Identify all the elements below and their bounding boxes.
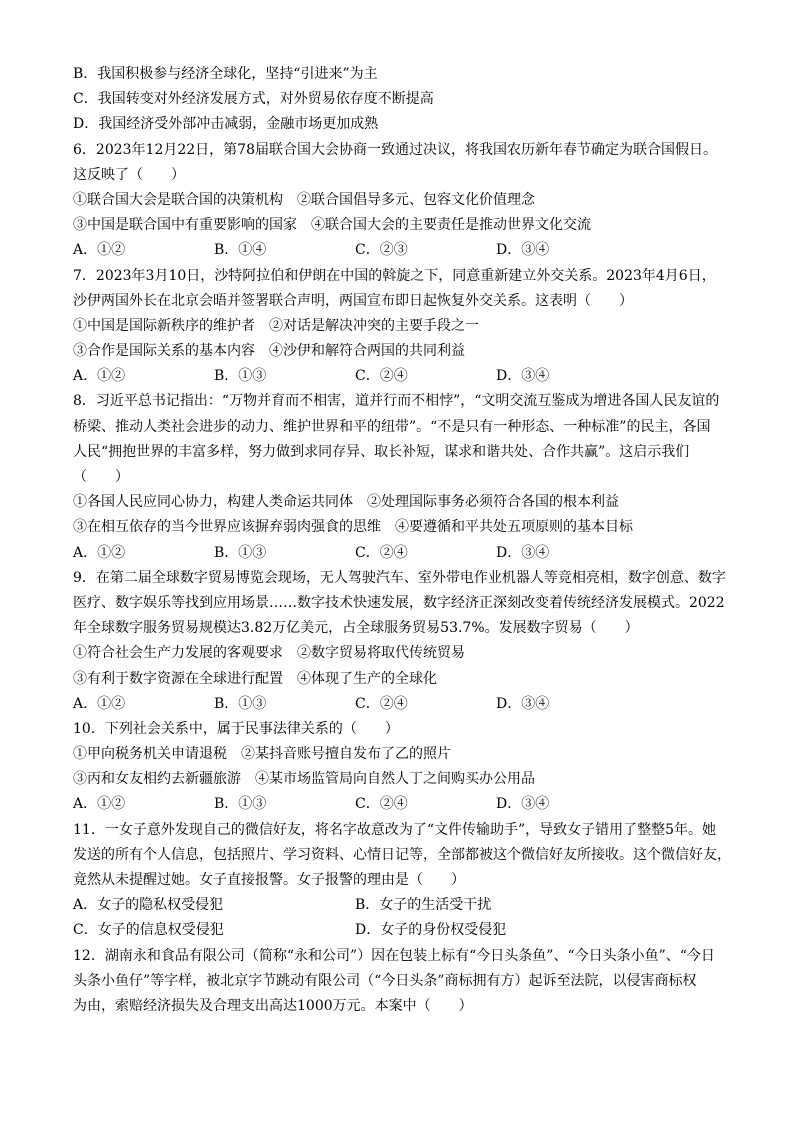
exam-page [73, 62, 733, 1019]
q11-option-d: D．女子的身份权受侵犯 [355, 922, 507, 939]
q10-option-c: C．②④ [355, 796, 408, 813]
q10-choices-line-1: ①甲向税务机关申请退税 ②某抖音账号擅自发布了乙的照片 [73, 746, 451, 763]
q7-option-c: C．②④ [355, 368, 408, 385]
q11-option-c: C．女子的信息权受侵犯 [73, 922, 224, 939]
q8-stem-line-2: 桥梁、推动人类社会进步的动力、维护世界和平的纽带”。“不是只有一种形态、一种标准”的民主，各国 [73, 418, 711, 435]
q8-option-c: C．②④ [355, 544, 408, 561]
q8-options [73, 541, 733, 566]
q6-options [73, 238, 733, 263]
q9-stem-line-3: 年全球数字服务贸易规模达3.82万亿美元，占全球服务贸易53.7%。发展数字贸易（ ） [73, 620, 639, 637]
q12-stem-line-1: 12．湖南永和食品有限公司（简称“永和公司”）因在包装上标有“今日头条鱼”、“今日头条小鱼”、“今日 [73, 947, 715, 964]
q6-option-b: B．①④ [214, 242, 267, 259]
q6-choices-line-2: ③中国是联合国中有重要影响的国家 ④联合国大会的主要责任是推动世界文化交流 [73, 217, 591, 234]
q9-stem-line-1: 9．在第二届全球数字贸易博览会现场，无人驾驶汽车、室外带电作业机器人等竞相亮相，数字创意、数字 [73, 569, 726, 586]
q7-choices-line-2: ③合作是国际关系的基本内容 ④沙伊和解符合两国的共同利益 [73, 343, 465, 360]
q6-stem-line-1: 6．2023年12月22日，第78届联合国大会协商一致通过决议，将我国农历新年春节确定为联合国假日。 [73, 141, 717, 158]
q6-option-a: A．①② [73, 242, 126, 259]
q9-option-b: B．①③ [214, 695, 267, 712]
q8-choices-line-2: ③在相互依存的当今世界应该摒弃弱肉强食的思维 ④要遵循和平共处五项原则的基本目标 [73, 519, 633, 536]
q7-options [73, 364, 733, 389]
q12-stem-line-3: 为由，索赔经济损失及合理支出高达1000万元。本案中（ ） [73, 997, 473, 1014]
q9-choices-line-1: ①符合社会生产力发展的客观要求 ②数字贸易将取代传统贸易 [73, 645, 465, 662]
q7-option-b: B．①③ [214, 368, 267, 385]
q9-option-d: D．③④ [496, 695, 550, 712]
q8-option-b: B．①③ [214, 544, 267, 561]
q10-option-d: D．③④ [496, 796, 550, 813]
q10-options [73, 792, 733, 817]
q7-option-a: A．①② [73, 368, 126, 385]
q8-option-a: A．①② [73, 544, 126, 561]
q6-choices-line-1: ①联合国大会是联合国的决策机构 ②联合国倡导多元、包容文化价值理念 [73, 191, 535, 208]
q11-stem-line-1: 11．一女子意外发现自己的微信好友，将名字故意改为了“文件传输助手”，导致女子错用了整整5年。她 [73, 821, 717, 838]
q7-stem-line-2: 沙伊两国外长在北京会晤并签署联合声明，两国宣布即日起恢复外交关系。这表明（ ） [73, 292, 633, 309]
q11-stem-line-2: 发送的所有个人信息，包括照片、学习资料、心情日记等，全部都被这个微信好友所接收。这个微信好友， [73, 846, 731, 863]
q9-option-a: A．①② [73, 695, 126, 712]
q9-option-c: C．②④ [355, 695, 408, 712]
q8-stem-line-1: 8．习近平总书记指出：“万物并育而不相害，道并行而不相悖”，“文明交流互鉴成为增进各国人民友谊的 [73, 393, 720, 410]
q8-option-d: D．③④ [496, 544, 550, 561]
q9-choices-line-2: ③有利于数字资源在全球进行配置 ④体现了生产的全球化 [73, 670, 437, 687]
q9-options [73, 692, 733, 717]
q11-options-row-1 [73, 893, 733, 918]
q10-stem-line-1: 10．下列社会关系中，属于民事法律关系的（ ） [73, 720, 399, 737]
q6-option-d: D．③④ [496, 242, 550, 259]
q5-option-c: C．我国转变对外经济发展方式，对外贸易依存度不断提高 [73, 91, 434, 108]
q11-option-a: A．女子的隐私权受侵犯 [73, 897, 224, 914]
q7-choices-line-1: ①中国是国际新秩序的维护者 ②对话是解决冲突的主要手段之一 [73, 317, 479, 334]
q7-stem-line-1: 7．2023年3月10日，沙特阿拉伯和伊朗在中国的斡旋之下，同意重新建立外交关系。2023年4月6日， [73, 267, 716, 284]
q10-choices-line-2: ③丙和女友相约去新疆旅游 ④某市场监管局向自然人丁之间购买办公用品 [73, 771, 535, 788]
q10-option-b: B．①③ [214, 796, 267, 813]
q10-option-a: A．①② [73, 796, 126, 813]
q5-option-d: D．我国经济受外部冲击减弱，金融市场更加成熟 [73, 116, 379, 133]
q8-choices-line-1: ①各国人民应同心协力，构建人类命运共同体 ②处理国际事务必须符合各国的根本利益 [73, 494, 619, 511]
q11-stem-line-3: 竟然从未提醒过她。女子直接报警。女子报警的理由是（ ） [73, 872, 465, 888]
q8-stem-line-3: 人民“拥抱世界的丰富多样，努力做到求同存异、取长补短，谋求和谐共处、合作共赢”。这启示我们 [73, 443, 690, 460]
q11-options-row-2 [73, 918, 733, 943]
q7-option-d: D．③④ [496, 368, 550, 385]
q8-stem-line-4: （ ） [73, 469, 129, 485]
q6-option-c: C．②③ [355, 242, 408, 259]
q12-stem-line-2: 头条小鱼仔”等字样，被北京字节跳动有限公司（“今日头条”商标拥有方）起诉至法院，以侵害商标权 [73, 972, 697, 989]
q5-option-b: B．我国积极参与经济全球化，坚持“引进来”为主 [73, 66, 378, 82]
q11-option-b: B．女子的生活受干扰 [355, 897, 492, 914]
q6-stem-line-2: 这反映了（ ） [73, 166, 185, 183]
q9-stem-line-2: 医疗、数字娱乐等找到应用场景……数字技术快速发展，数字经济正深刻改变着传统经济发展模式。2022 [73, 594, 725, 611]
